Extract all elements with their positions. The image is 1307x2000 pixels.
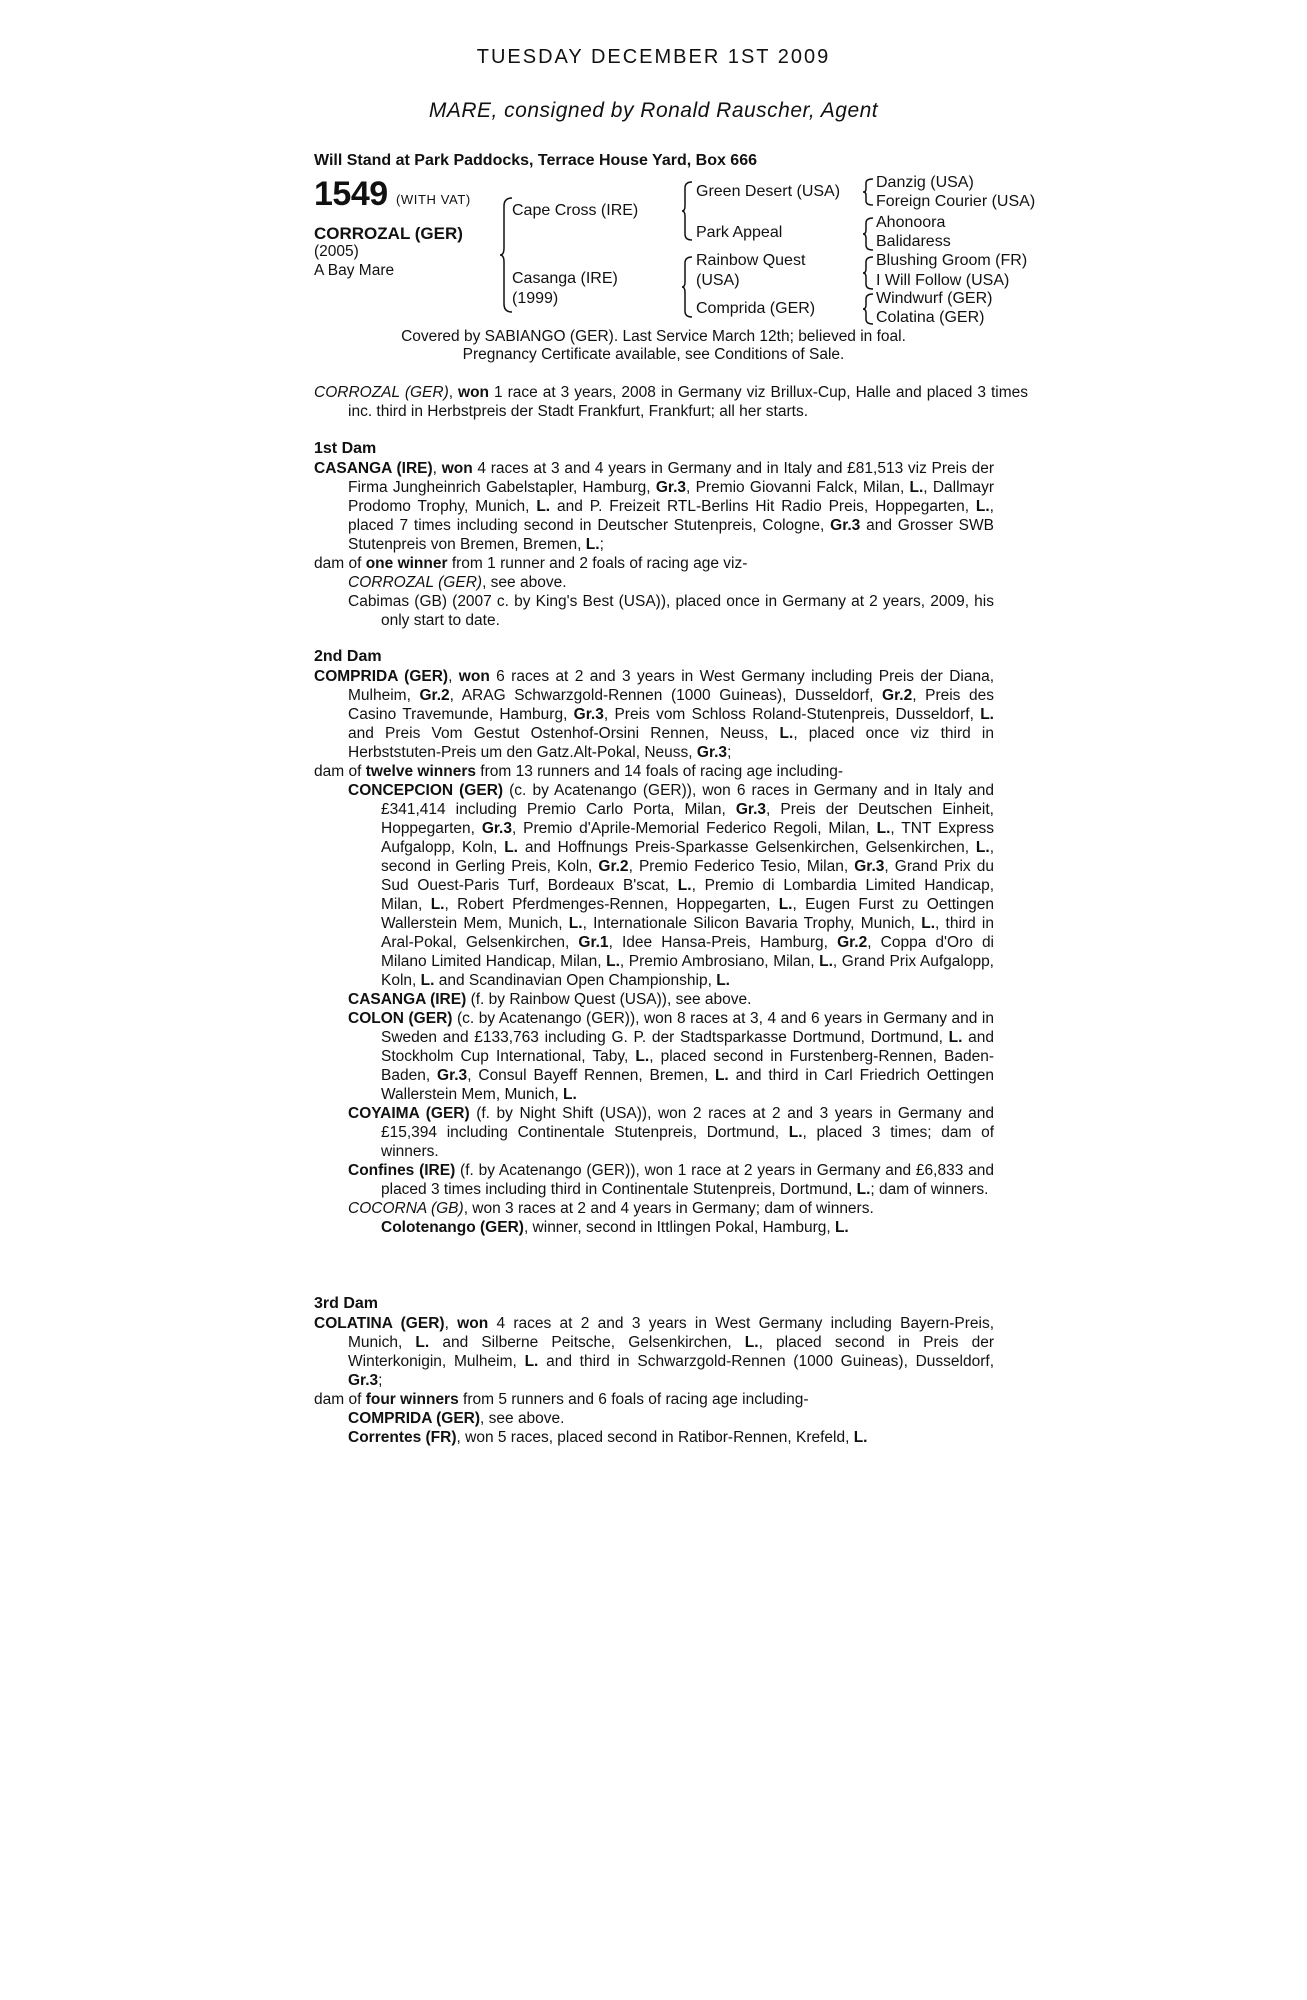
foaling-year: (2005) [314,243,359,260]
pedigree-brace [863,255,875,291]
consignment-line: MARE, consigned by Ronald Rauscher, Agent [428,99,879,122]
pregnancy-line: Pregnancy Certificate available, see Conditions of Sale. [462,346,845,363]
g3-ahonoora: Ahonoora [876,214,946,231]
g3-blushing-groom: Blushing Groom (FR) [876,252,1028,269]
g3-foreign-courier: Foreign Courier (USA) [876,193,1036,210]
third-dam-record: COLATINA (GER), won 4 races at 2 and 3 years in West Germany including Bayern-Preis, Munich, L. and Silberne Peitsche, Gelsenkirchen, L., placed second in Preis der Winterkonigin, Mulheim, L. and third in Schwarzgold-Rennen (1000 Guineas), Dusseldorf, Gr.3; dam of four winners from 5 runners and 6 foals of racing age including- COMPRIDA (GER), see above. Correntes (FR), won 5 races, placed second in Ratibor-Rennen, Krefeld, L. [314,1315,994,1446]
sire-name: Cape Cross (IRE) [512,202,639,219]
vat-note: (WITH VAT) [396,192,471,207]
pedigree-brace [863,292,875,326]
third-dam-heading: 3rd Dam [314,1295,379,1312]
sire-sire-name: Green Desert (USA) [696,183,841,200]
g3-colatina: Colatina (GER) [876,309,985,326]
horse-description: A Bay Mare [314,262,395,279]
g3-windwurf: Windwurf (GER) [876,290,993,307]
covering-line: Covered by SABIANGO (GER). Last Service March 12th; believed in foal. [401,328,906,345]
second-dam-heading: 2nd Dam [314,648,382,665]
sire-dam-name: Park Appeal [696,224,783,241]
second-dam-record: COMPRIDA (GER), won 6 races at 2 and 3 years in West Germany including Preis der Diana, Mulheim, Gr.2, ARAG Schwarzgold-Rennen (1000 Guineas), Dusseldorf, Gr.2, Preis des Casino Travemunde, Hamburg, Gr.3, Preis vom Schloss Roland-Stutenpreis, Dusseldorf, L. and Preis Vom Gestut Ostenhof-Orsini Rennen, Neuss, L., placed once viz third in Herbststuten-Preis um den Gatz.Alt-Pokal, Neuss, Gr.3; dam of twelve winners from 13 runners and 14 foals of racing age including- CONCEPCION (GER) (c. by Acatenango (GER)), won 6 races in Germany and in Italy and £341,414 including Premio Carlo Porta, Milan, Gr.3, Preis der Deutschen Einheit, Hoppegarten, Gr.3, Premio d'Aprile-Memorial Federico Regoli, Milan, L., TNT Express Aufgalopp, Koln, L. and Hoffnungs Preis-Sparkasse Gelsenkirchen, Gelsenkirchen, L., second in Gerling Preis, Koln, Gr.2, Premio Federico Tesio, Milan, Gr.3, Grand Prix du Sud Ouest-Paris Turf, Bordeaux B'scat, L., Premio di Lombardia Limited Handicap, Milan, L., Robert Pferdmenges-Rennen, Hoppegarten, L., Eugen Furst zu Oettingen Wallerstein Mem, Munich, L., Internationale Silicon Bavaria Trophy, Munich, L., third in Aral-Pokal, Gelsenkirchen, Gr.1, Idee Hansa-Preis, Hamburg, Gr.2, Coppa d'Oro di Milano Limited Handicap, Milan, L., Premio Ambrosiano, Milan, L., Grand Prix Aufgalopp, Koln, L. and Scandinavian Open Championship, L. CASANGA (IRE) (f. by Rainbow Quest (USA)), see above. COLON (GER) (c. by Acatenango (GER)), won 8 races at 3, 4 and 6 years in Germany and in Sweden and £133,763 including G. P. der Stadtsparkasse Dortmund, Dortmund, L. and Stockholm Cup International, Taby, L., placed second in Furstenberg-Rennen, Baden-Baden, Gr.3, Consul Bayeff Rennen, Bremen, L. and third in Carl Friedrich Oettingen Wallerstein Mem, Munich, L. COYAIMA (GER) (f. by Night Shift (USA)), won 2 races at 2 and 3 years in Germany and £15,394 including Continentale Stutenpreis, Dortmund, L., placed 3 times; dam of winners. Confines (IRE) (f. by Acatenango (GER)), won 1 race at 2 years in Germany and £6,833 and placed 3 times including third in Continentale Stutenpreis, Dortmund, L.; dam of winners. COCORNA (GB), won 3 races at 2 and 4 years in Germany; dam of winners. Colotenango (GER), winner, second in Ittlingen Pokal, Hamburg, L. [314,668,995,1236]
dam-name: Casanga (IRE) [512,270,618,287]
first-dam-heading: 1st Dam [314,440,377,457]
covering-note [0,328,1307,364]
g3-danzig: Danzig (USA) [876,174,974,191]
g3-i-will-follow: I Will Follow (USA) [876,272,1010,289]
stabling-location: Will Stand at Park Paddocks, Terrace House Yard, Box 666 [314,152,757,169]
horse-name: CORROZAL (GER) [314,224,463,243]
pedigree-brace [682,180,694,242]
g3-balidaress: Balidaress [876,233,951,250]
first-dam-record: CASANGA (IRE), won 4 races at 3 and 4 years in Germany and in Italy and £81,513 viz Preis der Firma Jungheinrich Gabelstapler, Hamburg, Gr.3, Premio Giovanni Falck, Milan, L., Dallmayr Prodomo Trophy, Munich, L. and P. Freizeit RTL-Berlins Hit Radio Preis, Hoppegarten, L., placed 7 times including second in Deutscher Stutenpreis, Cologne, Gr.3 and Grosser SWB Stutenpreis von Bremen, Bremen, L.; dam of one winner from 1 runner and 2 foals of racing age viz- CORROZAL (GER), see above. Cabimas (GB) (2007 c. by King's Best (USA)), placed once in Germany at 2 years, 2009, his only start to date. [314,460,994,629]
dam-sire-name: Rainbow Quest [696,252,806,269]
lot-number: 1549 [314,175,388,213]
dam-dam-name: Comprida (GER) [696,300,816,317]
dam-year: (1999) [512,290,559,307]
dam-sire-country: (USA) [696,272,740,289]
pedigree-brace [682,255,694,319]
lot-race-record: CORROZAL (GER), won 1 race at 3 years, 2008 in Germany viz Brillux-Cup, Halle and placed 3 times inc. third in Herbstpreis der Stadt Frankfurt, Frankfurt; all her starts. [314,384,1028,420]
pedigree-brace [863,177,875,207]
pedigree-brace [863,216,875,252]
sale-date: TUESDAY DECEMBER 1ST 2009 [476,46,831,68]
